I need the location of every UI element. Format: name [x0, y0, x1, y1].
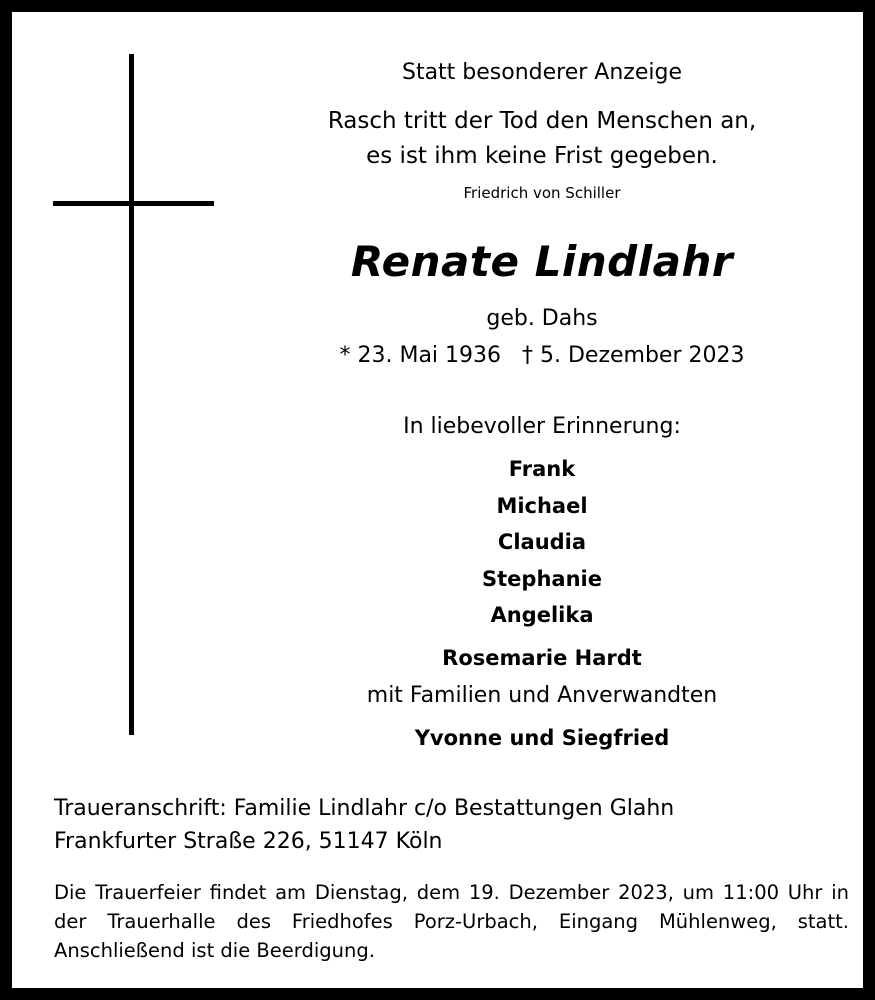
- memory-intro: In liebevoller Erinnerung:: [403, 414, 681, 439]
- birth-name: geb. Dahs: [486, 306, 598, 331]
- mourner-name: Angelika: [490, 603, 594, 627]
- friend-name: Rosemarie Hardt: [442, 646, 642, 670]
- cross-vertical-bar: [129, 54, 134, 735]
- mourning-address-line-2: Frankfurter Straße 226, 51147 Köln: [54, 829, 443, 854]
- notice-header: Statt besonderer Anzeige: [401, 60, 682, 85]
- quote-author: Friedrich von Schiller: [463, 184, 621, 202]
- quote-line-2: es ist ihm keine Frist gegeben.: [366, 143, 718, 169]
- mourner-name: Claudia: [497, 530, 587, 554]
- families-line: mit Familien und Anverwandten: [366, 683, 718, 708]
- deceased-name: Renate Lindlahr: [350, 237, 734, 286]
- mourner-name: Michael: [496, 494, 588, 518]
- mourner-name: Stephanie: [482, 567, 602, 591]
- mourning-address-line-1: Traueranschrift: Familie Lindlahr c/o Bestattungen Glahn: [54, 796, 675, 821]
- cross-horizontal-bar: [53, 201, 214, 206]
- funeral-service-info: Die Trauerfeier findet am Dienstag, dem 19. Dezember 2023, um 11:00 Uhr in der Trauerhalle des Friedhofes Porz-Urbach, Eingang Mühlenweg, statt. Anschließend ist die Beerdigung.: [54, 881, 849, 962]
- life-dates: * 23. Mai 1936 † 5. Dezember 2023: [339, 343, 745, 368]
- additional-mourners: Yvonne und Siegfried: [414, 726, 670, 750]
- quote-line-1: Rasch tritt der Tod den Menschen an,: [327, 108, 757, 134]
- mourner-name: Frank: [508, 457, 576, 481]
